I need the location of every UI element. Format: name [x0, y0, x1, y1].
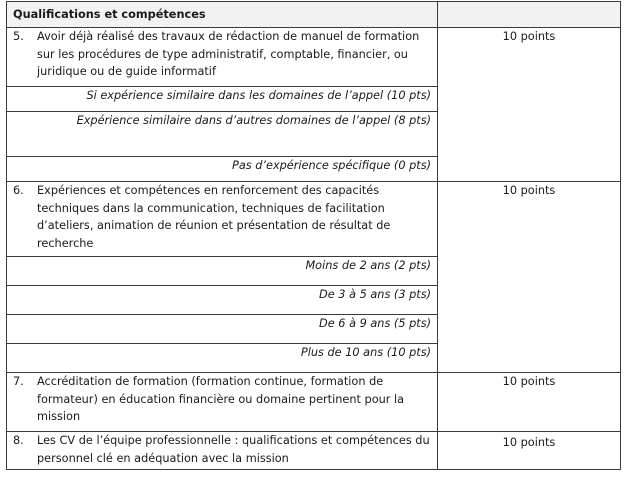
criteria-table	[6, 1, 621, 470]
criterion-6-points: 10 points	[438, 182, 621, 373]
subcriterion-5-1: Si expérience similaire dans les domaines de l’appel (10 pts)	[7, 87, 438, 112]
criterion-6	[7, 182, 438, 257]
section-title: Qualifications et compétences	[7, 2, 438, 28]
criterion-5-points: 10 points	[438, 28, 621, 182]
subcriterion-6-3: De 6 à 9 ans (5 pts)	[7, 315, 438, 344]
points-header	[438, 2, 621, 28]
criterion-5	[7, 28, 438, 87]
subcriterion-6-4: Plus de 10 ans (10 pts)	[7, 344, 438, 373]
subcriterion-5-3: Pas d’expérience spécifique (0 pts)	[7, 157, 438, 182]
criterion-number: 6.	[13, 184, 24, 197]
criterion-text: Expériences et compétences en renforcement des capacités techniques dans la communication, techniques de facilitation d’ateliers, animation de réunion et présentation de résultat de recherche	[37, 184, 391, 250]
criterion-row-8	[7, 432, 621, 470]
subcriterion-6-2: De 3 à 5 ans (3 pts)	[7, 286, 438, 315]
subcriterion-6-1: Moins de 2 ans (2 pts)	[7, 257, 438, 286]
criterion-text: Les CV de l’équipe professionnelle : qualifications et compétences du personnel clé en adéquation avec la mission	[37, 434, 430, 465]
criterion-8	[7, 432, 438, 470]
subcriterion-5-2: Expérience similaire dans d’autres domaines de l’appel (8 pts)	[7, 112, 438, 157]
criterion-7	[7, 373, 438, 432]
criterion-row-7	[7, 373, 621, 432]
criterion-number: 8.	[13, 434, 24, 447]
criterion-text: Avoir déjà réalisé des travaux de rédaction de manuel de formation sur les procédures de type administratif, comptable, financier, ou juridique ou de guide informatif	[37, 30, 420, 78]
criterion-7-points: 10 points	[438, 373, 621, 432]
criterion-row-5	[7, 28, 621, 87]
criterion-8-points: 10 points	[438, 432, 621, 470]
criterion-row-6	[7, 182, 621, 257]
criterion-number: 5.	[13, 30, 24, 43]
criterion-text: Accréditation de formation (formation continue, formation de formateur) en éducation financière ou domaine pertinent pour la mission	[37, 375, 405, 423]
table-header-row	[7, 2, 621, 28]
criterion-number: 7.	[13, 375, 24, 388]
